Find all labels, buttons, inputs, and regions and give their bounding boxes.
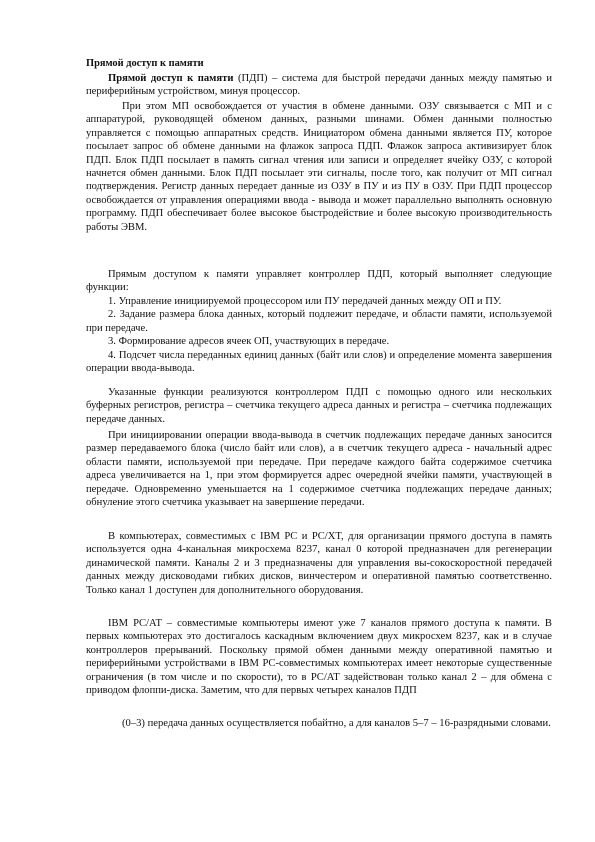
paragraph-registers: Указанные функции реализуются контроллером ПДП с помощью одного или нескольких буферных регистров, регистра – счетчика текущего адреса данных и регистра – счетчика подлежащих передаче данных. xyxy=(86,387,552,425)
definition-paragraph xyxy=(86,72,552,99)
list-item: 1. Управление инициируемой процессором или ПУ передачей данных между ОП и ПУ. xyxy=(108,296,502,307)
list-item: 3. Формирование адресов ячеек ОП, участвующих в передаче. xyxy=(108,336,390,348)
paragraph-channels: (0–3) передача данных осуществляется побайтно, а для каналов 5–7 – 16-разрядными словами. xyxy=(122,718,551,729)
definition-text: (ПДП) – система для быстрой передачи данных между памятью и периферийным устройством, минуя процессор. xyxy=(86,73,552,98)
paragraph-ibm-at: IBM PC/AT – совместимые компьютеры имеют уже 7 каналов прямого доступа к памяти. В первых компьютерах это достигалось каскадным включением двух микросхем 8237, как и в случае контроллеров прерываний. Поскольку прямой обмен данными между оперативной памятью и периферийными устройствами в IBM PC-совместимых компьютерах имеет некоторые существенные ограничения (в том числе и по скорости), то в PC/AT задействован только канал 2 – для обмена с приводом флоппи-диска. Заметим, что для первых четырех каналов ПДП xyxy=(86,618,552,697)
list-item: 2. Задание размера блока данных, который подлежит передаче, и области памяти, используемой при передаче. xyxy=(86,309,552,334)
page-title: Прямой доступ к памяти xyxy=(86,58,204,69)
paragraph-controller: Прямым доступом к памяти управляет контроллер ПДП, который выполняет следующие функции: xyxy=(86,269,552,294)
definition-term: Прямой доступ к памяти xyxy=(108,73,234,84)
paragraph-operation: При этом МП освобождается от участия в обмене данными. ОЗУ связывается с МП и с аппаратурой, руководящей обменом данных, разными шинами. Обмен данными полностью управляется с помощью аппаратных средств. Инициатором обмена данными является ПУ, которое посылает запрос об обмене данными на флажок запроса ПДП. Флажок запроса активизирует блок ПДП. Блок ПДП посылает в память сигнал чтения или записи и определяет ячейку ОЗУ, с которой начнется обмен данными. Блок ПДП посылает эти сигналы, после того, как получит от МП сигнал подтверждения. Регистр данных передает данные из ОЗУ в ПУ и из ПУ в ОЗУ. При ПДП процессор освобождается от управления операциями ввода - вывода и может параллельно выполнять основную программу. ПДП обеспечивает более высокое быстродействие и более высокую производительность работы ЭВМ. xyxy=(86,101,552,233)
paragraph-init: При инициировании операции ввода-вывода в счетчик подлежащих передаче данных заносится размер передаваемого блока (число байт или слов), а в счетчик текущего адреса - начальный адрес области памяти, используемой при передаче. При передаче каждого байта содержимое счетчика адреса увеличивается на 1, при этом формируется адрес очередной ячейки памяти, участвующей в передаче. Одновременно уменьшается на 1 содержимое счетчика подлежащих передаче данных; обнуление этого счетчика указывает на завершение передачи. xyxy=(86,430,552,509)
paragraph-ibm-xt: В компьютерах, совместимых с IBM PC и PC/XT, для организации прямого доступа в память используется одна 4-канальная микросхема 8237, канал 0 которой предназначен для регенерации динамической памяти. Каналы 2 и 3 предназначены для управления вы-сокоскоростной передачей данных между дисководами гибких дисков, винчестером и оперативной памятью соответственно. Только канал 1 доступен для дополнительного оборудования. xyxy=(86,531,552,596)
functions-list xyxy=(86,295,552,375)
list-item: 4. Подсчет числа переданных единиц данных (байт или слов) и определение момента завершения операции ввода-вывода. xyxy=(86,349,552,375)
